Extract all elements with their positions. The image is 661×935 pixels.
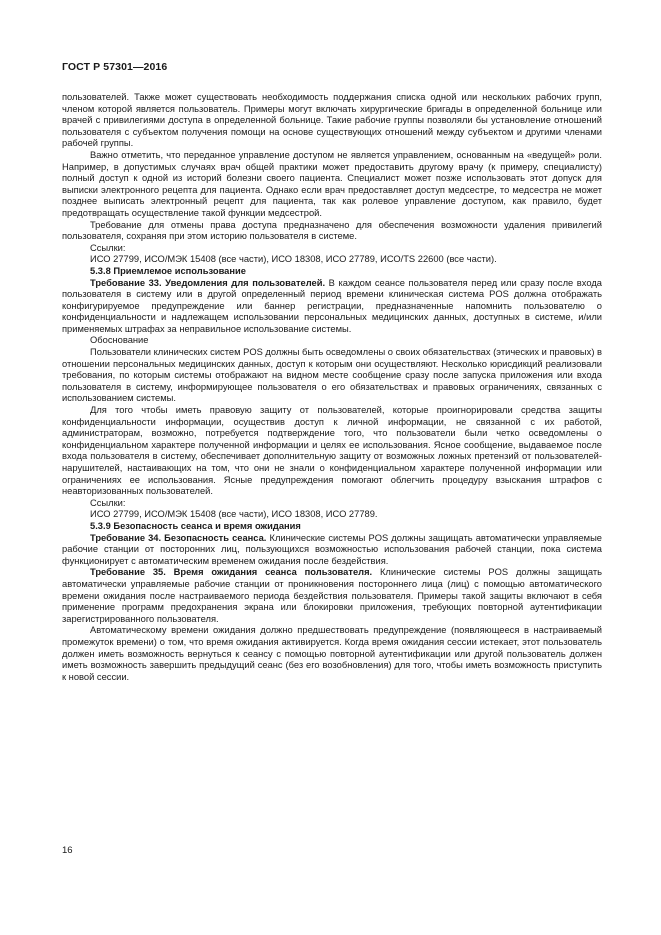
requirement-33 xyxy=(62,278,602,336)
references-list: ИСО 27799, ИСО/МЭК 15408 (все части), ИСО 18308, ИСО 27789. xyxy=(90,509,378,520)
paragraph-1: пользователей. Также может существовать необходимость поддержания списка одной или нескольких рабочих групп, членом которой является пользователь. Примеры могут включать хирургические бригады в определенной больнице или врачей с привилегиями доступа в определенной больнице. Такие рабочие группы позволяли бы установление отношений пользователя с субъектом получения помощи на основе существующих отношений между субъектом и другими членами рабочей группы. xyxy=(62,92,602,149)
requirement-35-lead: Требование 35. Время ожидания сеанса пользователя. xyxy=(90,567,373,578)
document-header: ГОСТ Р 57301—2016 xyxy=(62,61,168,73)
section-heading-5-3-9: 5.3.9 Безопасность сеанса и время ожидания xyxy=(90,520,301,531)
document-body xyxy=(62,92,602,683)
paragraph-rationale-2: Для того чтобы иметь правовую защиту от пользователей, которые проигнорировали средства защиты конфиденциальности информации, осуществив доступ к личной информации, не связанной с их работой, администраторам, возможно, потребуется подтверждение того, что пользователи были четко осведомлены о конфиденциальном характере полученной информации и целях ее использования. Ясное сообщение, выдаваемое после входа пользователя в систему, обеспечивает дополнительную защиту от возможных ложных претензий от пользователей-нарушителей, настаивающих на том, что они не знали о конфиденциальном характере полученной информации или ограничениях ее использования. Ясные предупреждения помогают облегчить процедуру взыскания штрафов с неавторизованных пользователей. xyxy=(62,405,602,497)
requirement-33-lead: Требование 33. Уведомления для пользователей. xyxy=(90,277,326,288)
references-list: ИСО 27799, ИСО/МЭК 15408 (все части), ИСО 18308, ИСО 27789, ИСО/TS 22600 (все части). xyxy=(90,254,497,265)
page-number: 16 xyxy=(62,845,73,856)
paragraph-timeout: Автоматическому времени ожидания должно предшествовать предупреждение (появляющееся в настраиваемый промежуток времени) о том, что время ожидания активируется. Когда время ожидания сессии истекает, этот пользователь должен иметь возможность вернуться к сеансу с помощью повторной аутентификации или другой пользователь должен иметь возможность завершить предыдущий сеанс (без его возобновления) для того, чтобы иметь возможность приступить к новой сессии. xyxy=(62,625,602,682)
paragraph-3: Требование для отмены права доступа предназначено для обеспечения возможности удаления привилегий пользователя, сохраняя при этом историю пользователя в системе. xyxy=(62,219,602,242)
paragraph-2: Важно отметить, что переданное управление доступом не является управлением, основанным на «ведущей» роли. Например, в допустимых случаях врач общей практики может предоставить другому врачу (к примеру, специалисту) полный доступ к одной из историй болезни своего пациента. Специалист может позже использовать этот допуск для выписки электронного рецепта для пациента. Однако если врач предоставляет доступ медсестре, то медсестра не может позднее выписать электронный рецепт для пациента, так как ролевое управление доступом, как правило, будет предотвращать осуществление такой функции медсестрой. xyxy=(62,149,602,218)
requirement-33-text: В каждом сеансе пользователя перед или сразу после входа пользователя в систему или в другой определенный период времени клиническая система POS должна отображать конфигурируемое предупреждение или баннер регистрации, предназначенные напомнить пользователю о конфиденциальности и надлежащем использовании персональных медицинских данных, доступных в системе, и/или применяемых штрафах за неправильное использование системы. xyxy=(62,277,602,334)
requirement-34-text: Клинические системы POS должны защищать автоматически управляемые рабочие станции от посторонних лиц, пользующихся возможностью использования рабочей станции, пока система функционирует с автоматическим временем ожидания после бездействия. xyxy=(62,532,602,566)
references-label: Ссылки: xyxy=(90,242,126,253)
section-heading-5-3-8: 5.3.8 Приемлемое использование xyxy=(90,265,246,276)
requirement-34 xyxy=(62,533,602,568)
requirement-34-lead: Требование 34. Безопасность сеанса. xyxy=(90,532,267,543)
rationale-label: Обоснование xyxy=(90,335,149,346)
references-label: Ссылки: xyxy=(90,497,126,508)
requirement-35-text: Клинические системы POS должны защищать автоматически управляемые рабочие станции от проникновения постороннего лица (лиц) с помощью автоматического времени ожидания после настраиваемого периода бездействия пользователя. Примеры такой защиты включают в себя применение программ предохранения экрана или блокировки приложения, требующих повторной аутентификации зарегистрированного пользователя. xyxy=(62,567,602,624)
paragraph-rationale-1: Пользователи клинических систем POS должны быть осведомлены о своих обязательствах (этических и правовых) в отношении персональных медицинских данных, доступ к которым они осуществляют. Несколько юрисдикций реализовали требования, по которым системы отображают на видном месте сообщение сразу после запуска приложения или входа пользователя в систему, информирующее пользователя о его обязательствах и правовых ограничениях, связанных с использованием системы. xyxy=(62,347,602,404)
requirement-35 xyxy=(62,567,602,625)
